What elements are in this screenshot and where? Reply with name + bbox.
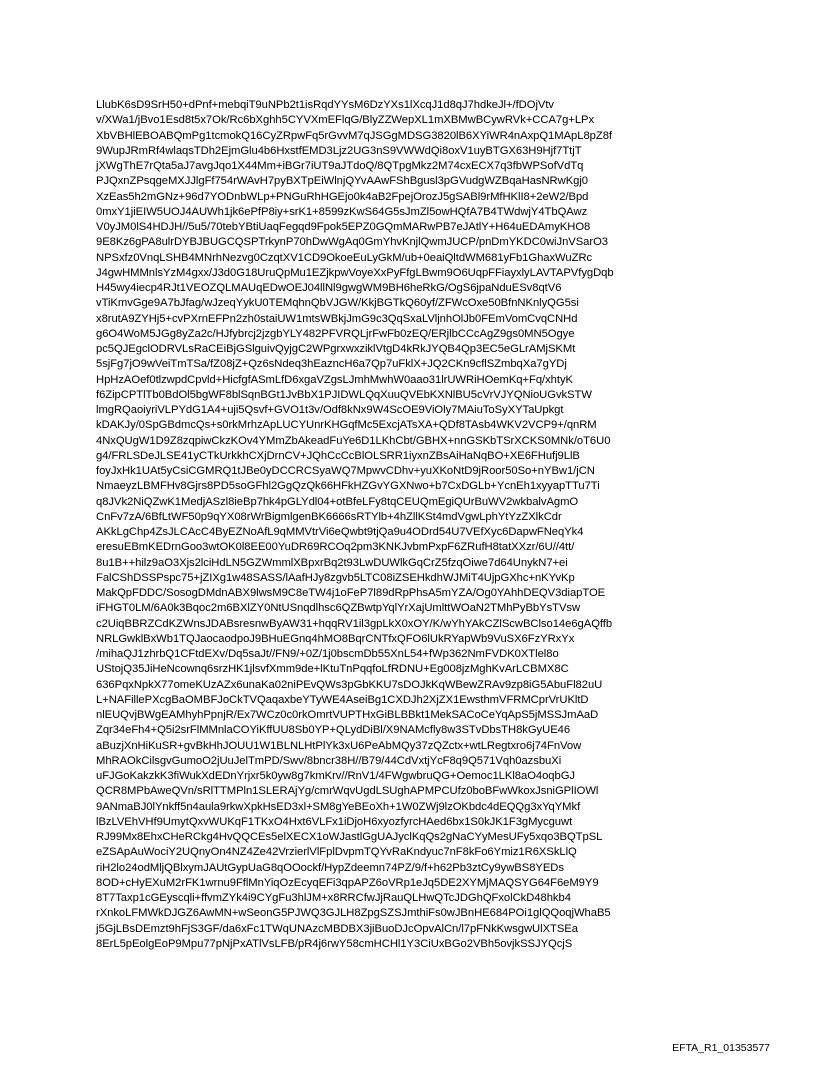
encoded-text-line: 8T7Taxp1cGEyscqli+ffvmZYk4i9CYgFu3hlJM+x8RRCfwJjRauQLHwQTcJDGhQFxolCkD48hkb4 xyxy=(96,892,571,904)
encoded-text-line: NRLGwklBxWb1TQJaocaodpoJ9BHuEGnq4hMO8BqrCNTfxQFO6lUkRYapWb9VuSX6FzYRxYx xyxy=(96,632,575,645)
encoded-text-line: 9E8Kz6gPA8ulrDYBJBUGCQSPTrkynP70hDwWgAq0GmYhvKnjlQwmJUCP/pnDmYKDC0wiJnVSarO3 xyxy=(96,236,608,249)
encoded-text-line: v/XWa1/jBvo1Esd8t5x7Ok/Rc6bXghh5CYVXmEFlqG/BlyZZWepXL1mXBMwBCywRVk+CCA7g+LPx xyxy=(96,114,595,127)
encoded-text-line: L+NAFillePXcgBaOMBFJoCkTVQaqaxbeYTyWE4AseiBg1CXDJh2XjZX1EwsthmVFRMCprVrUKltD xyxy=(96,693,589,706)
encoded-text-line: 636PqxNpkX77omeKUzAZx6unaKa02niPEvQWs3pGbKKU7sDOJkKqWBewZRAv9zp8iG5AbuFl82uU xyxy=(96,678,603,691)
encoded-text-line: f6ZipCPTlTb0BdOl5bgWF8blSqnBGt1JvBbX1PJIDWLQqXuuQVEbKXNlBU5cVrVJYQNioUGvkSTW xyxy=(96,388,592,401)
encoded-text-line: pc5QJEgclODRVLsRaCEiBjGSlguivQyjgC2WPgrxwxziklVtgD4kRkJYQB4Qp3EC5eGLrAMjSKMt xyxy=(96,343,576,355)
encoded-text-line: V0yJM0lS4HDJH//5u5/70tebYBtiUaqFegqd9Fpok5EPZ0GQmMARwPB7eJAtlY+H64uEDAmyKHO8 xyxy=(96,221,591,233)
encoded-text-line: 8u1B++hilz9aO3Xjs2lciHdLN5GZWmmlXBpxrBq2t93LwDUWlkGqCrZ5fzqOiwe7d64UnykN7+ei xyxy=(96,556,568,569)
encoded-text-block xyxy=(96,98,736,952)
encoded-text-line: XbVBHlEBOABQmPg1tcmokQ16CyZRpwFq5rGvvM7qJSGgMDSG3820lB6XYiWR4nAxpQ1MApL8pZ8f xyxy=(96,129,612,142)
encoded-text-line: 5sjFg7jO9wVeiTmTSa/fZ08jZ+Qz6sNdeq3hEazncH6a7Qp7uFklX+JQ2CKn9cflSZmbqXa7gYDj xyxy=(96,358,567,371)
encoded-text-line: FalCShDSSPspc75+jZIXg1w48SASS/lAafHJy8zgvb5LTC08iZSEHkdhWJMiT4UjpGXhc+nKYvKp xyxy=(96,571,575,584)
encoded-text-line: HpHzAOef0tlzwpdCpvld+HicfgfASmLfD6xgaVZgsLJmhMwhW0aao31lrUWRiHOemKq+Fq/xhtyK xyxy=(96,373,573,386)
encoded-text-line: x8rutA9ZYHj5+cvPXrnEFPn2zh0staiUW1mtsWBkjJmG9c3QqSxaLVljnhOlJb0FEmVomCvqCNHd xyxy=(96,312,578,325)
encoded-text-line: /mihaQJ1zhrbQ1CFtdEXv/Dq5saJt//FN9/+0Z/1j0bscmDb55XnL54+fWp362NmFVDK0XTlel8o xyxy=(96,648,559,660)
encoded-text-line: g4/FRLSDeJLSE41yCTkUrkkhCXjDrnCV+JQhCcCcBlOLSRR1iyxnZBsAiHaNqBO+XE6FHufj9LlB xyxy=(96,449,580,462)
encoded-text-line: 4NxQUgW1D9Z8zqpiwCkzKOv4YMmZbAkeadFuYe6D1LKhCbt/GBHX+nnGSKbTSrXCKS0MNk/oT6U0 xyxy=(96,434,611,447)
encoded-text-line: c2UiqBBRZCdKZWnsJDABsresnwByAW31+hqqRV1il3gpLkX0xOY/K/wYhYAkCZlScwBClso14e6gAQffb xyxy=(96,617,613,630)
encoded-text-line: XzEas5h2mGNz+96d7YODnbWLp+PNGuRhHGEjo0k4aB2FpejOrozJ5gSABl9rMfHKlI8+2eW2/Bpd xyxy=(96,190,589,203)
encoded-text-line: LlubK6sD9SrH50+dPnf+mebqiT9uNPb2t1isRqdYYsM6DzYXs1lXcqJ1d8qJ7hdkeJl+/fDOjVtv xyxy=(96,99,555,111)
encoded-text-line: j5GjLBsDEmzt9hFjS3GF/da6xFc1TWqUNAzcMBDBX3jiBuoDJcOpvAlCn/l7pFNkKwsgwUlXTSEa xyxy=(96,922,578,935)
encoded-text-line: vTiKmvGge9A7bJfag/wJzeqYykU0TEMqhnQbVJGW/KkjBGTkQ60yf/ZFWcOxe50BfnNKnlyQG5si xyxy=(96,297,579,310)
encoded-text-line: lBzLVEhVHf9UmytQxvWUKqF1TKxO4Hxt6VLFx1iDjoH6xyozfyrcHAed6bx1S0kJK1F3gMycguwt xyxy=(96,815,573,828)
encoded-text-line: kDAKJy/0SpGBdmcQs+s0rkMrhzApLUCYUnrKHGqfMc5ExcjATsXA+QDf8TAsb4WKV2VCP9+/qnRM xyxy=(96,419,597,432)
encoded-text-line: iFHGT0LM/6A0k3Bqoc2m6BXlZY0NtUSnqdlhsc6QZBwtpYqlYrXajUmlttWOaN2TMhPyBbYsTVsw xyxy=(96,602,581,615)
encoded-text-line: aBuzjXnHiKuSR+gvBkHhJOUU1W1BLNLHtPlYk3xU6PeAbMQy37zQZctx+wtLRegtxro6j74FnVow xyxy=(96,739,582,752)
encoded-text-line: nlEUQvjBWgEAMhyhPpnjR/Ex7WCz0c0rkOmrtVUPTHxGiBLBBkt1MekSACoCeYqApS5jMSSJmAaD xyxy=(96,709,599,721)
encoded-text-line: QCR8MPbAweQVn/sRlTTMPln1SLERAjYg/cmrWqvUgdLSUghAPMPCUfz0boBFwWkoxJsniGPlIOWl xyxy=(96,785,599,798)
encoded-text-line: g6O4WoM5JGg8yZa2c/HJfybrcj2jzgbYLY482PFVRQLjrFwFb0zEQ/ERjlbCCcAgZ9gs0MN5Ogye xyxy=(96,327,575,340)
encoded-text-line: UStojQ35JiHeNcownq6srzHK1jlsvfXmm9de+lKtuTnPqqfoLfRDNU+Eg008jzMghKvArLCBMX8C xyxy=(96,663,569,676)
bates-number: EFTA_R1_01353577 xyxy=(672,1042,770,1054)
encoded-text-line: 9WupJRmRf4wlaqsTDh2EjmGlu4b6HxstfEMD3Ljz2UG3nS9VWWdQi8oxV1uyBTGX63H9Hjf7TtjT xyxy=(96,144,582,157)
encoded-text-line: 8ErL5pEolgEoP9Mpu77pNjPxATlVsLFB/pR4j6rwY58cmHCHl1Y3CiUxBGo2VBh5ovjkSSJYQcjS xyxy=(96,937,573,950)
encoded-text-line: lmgRQaoiyriVLPYdG1A4+uji5Qsvf+GVO1t3v/Odf8kNx9W4ScOE9ViOly7MAiuToSyXYTaUpkgt xyxy=(96,404,564,416)
encoded-text-line: q8JVk2NiQZwK1MedjASzl8ieBp7hk4pGLYdl04+otBfeLFy8tqCEUQmEgiQUrBuWV2wkbalvAgmO xyxy=(96,495,579,508)
encoded-text-line: PJQxnZPsqgeMXJJlgFf754rWAvH7pyBXTpEiWlnjQYvAAwFShBgusl3pGVudgWZBqaHasNRwKgj0 xyxy=(96,175,589,188)
encoded-text-line: NPSxfz0VnqLSHB4MNrhNezvg0CzqtXV1CD9OkoeEuLyGkM/ub+0eaiQltdWM681yFb1GhaxWuZRc xyxy=(96,251,593,264)
encoded-text-line: CnFv7zA/6BfLtWF50p9qYX08rWrBigmlgenBK6666sRTYlb+4hZllKSt4mdVgwLphYtYzZXlkCdr xyxy=(96,510,562,523)
encoded-text-line: MhRAOkCilsgvGumoO2jUuJelTmPD/Swv/8bncr38H//B79/44CdVxtjYcF8q9Q571Vqh0azsbuXi xyxy=(96,754,562,767)
encoded-text-line: NmaeyzLBMFHv8Gjrs8PD5soGFhl2GgQzQk66HFkHZGvYGXNwo+b7CxDGLb+YcnEh1xyyapTTu7Ti xyxy=(96,480,600,493)
encoded-text-line: J4gwHMMnlsYzM4gxx/J3d0G18UruQpMu1EZjkpwVoyeXxPyFfgLBwm9O6UqpFFiayxlyLAVTAPVfygDqb xyxy=(96,266,614,279)
encoded-text-line: H45wy4iecp4RJt1VEOZQLMAUqEDwOEJ04llNl9gwgWM9BH6heRkG/OgS6jpaNduESv8qtV6 xyxy=(96,282,562,294)
encoded-text-line: 8OD+cHyEXuM2rFK1wrnu9FflMnYiqOzEcyqEFi3qpAPZ6oVRp1eJq5DE2XYMjMAQSYG64F6eM9Y9 xyxy=(96,876,599,889)
encoded-text-line: 0mxY1jiEIW5UOJ4AUWh1jk6ePfP8iy+srK1+8599zKwS64G5sJmZl5owHQfA7B4TWdwjY4TbQAwz xyxy=(96,205,588,218)
encoded-text-line: AKkLgChp4ZsJLCAcC4ByEZNoAfL9qMMVtrVi6eQwbt9tjQa9u4ODrd54U7VEfXyc6DapwFNeqYk4 xyxy=(96,526,584,538)
encoded-text-line: uFJGoKakzkK3fiWukXdEDnYrjxr5k0yw8g7kmKrv//RnV1/4FWgwbruQG+Oemoc1LKl8aO4oqbGJ xyxy=(96,770,575,782)
encoded-text-line: foyJxHk1UAt5yCsiCGMRQ1tJBe0yDCCRCSyaWQ7MpwvCDhv+yuXKoNtD9jRoor50So+nYBw1/jCN xyxy=(96,465,595,477)
encoded-text-line: riH2lo24odMljQBlxymJAUtGypUaG8qOOockf/HypZdeemn74PZ/9/f+h62Pb3ztCy9ywBS8YEDs xyxy=(96,861,564,874)
encoded-text-line: MakQpFDDC/SosogDMdnABX9lwsM9C8eTW4j1oFeP7l89dRpPhsA5mYZA/Og0YAhhDEQV3diapTOE xyxy=(96,587,606,599)
encoded-text-line: 9ANmaBJ0lYnkff5n4aula9rkwXpkHsED3xl+SM8gYeBEoXh+1W0ZWj9lzOKbdc4dEQQg3xYqYMkf xyxy=(96,800,581,813)
encoded-text-line: jXWgThE7rQta5aJ7avgJqo1X44Mm+iBGr7iUT9aJTdoQ/8QTpgMkz2M74cxECX7q3fbWPSofVdTq xyxy=(96,160,584,172)
encoded-text-line: RJ99Mx8EhxCHeRCkg4HvQQCEs5elXECX1oWJastlGgUAJyclKqQs2gNaCYyMesUFy5xqo3BQTpSL xyxy=(96,831,603,843)
encoded-text-line: Zqr34eFh4+Q5i2srFlMMnlaCOYiKffUU8Sb0YP+QLydDiBl/X9NAMcfly8w3STvDbsTH8kGyUE46 xyxy=(96,724,571,737)
encoded-text-line: eresuEBmKEDrnGoo3wtOK0l8EE00YuDR69RCOq2pm3KNKJvbmPxpF6ZRufH8tatXXzr/6U//4tt/ xyxy=(96,541,575,554)
encoded-text-line: rXnkoLFMWkDJGZ6AwMN+wSeonG5PJWQ3GJLH8ZpgSZSJmthiFs0wJBnHE684POi1glQQoqjWhaB5 xyxy=(96,907,611,920)
encoded-text-line: eZSApAuWociY2UQnyOn4NZ4Ze42VrzierlVlFplDvpmTQYvRaKndyuc7nF8kFo6Ymiz1R6XSkLlQ xyxy=(96,846,577,859)
